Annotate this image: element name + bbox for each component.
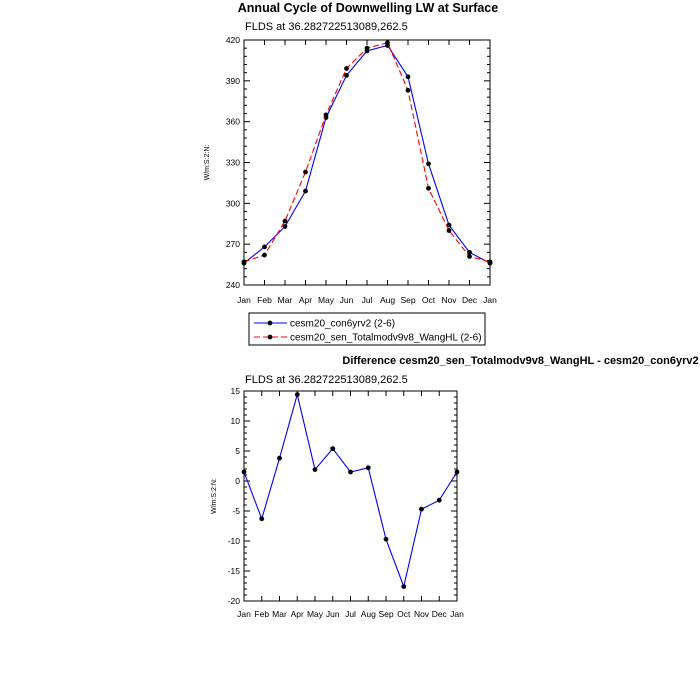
series-1-point [406,88,411,93]
x-tick-label: Jan [237,609,251,619]
x-tick-label: Dec [461,295,478,305]
series-line-0 [244,45,490,263]
series-0-point [348,470,353,475]
y-tick-label: 300 [225,198,240,209]
x-tick-label: Dec [431,609,447,619]
y-tick-label: 270 [225,239,240,250]
series-1-point [426,186,431,191]
plot-frame [244,391,457,601]
series-0-point [242,470,247,475]
y-tick-label: 5 [235,446,240,456]
y-tick-label: -15 [227,566,240,576]
x-tick-label: Mar [272,609,287,619]
series-0-point [384,537,389,542]
series-1-point [303,170,308,175]
y-axis-label: W/m:S:2:N: [211,478,218,514]
series-0-point [295,392,300,397]
y-tick-label: 420 [225,35,240,45]
series-0-point [401,584,406,589]
series-1-point [385,40,390,45]
series-1-point [242,259,247,264]
y-tick-label: 15 [230,386,240,396]
y-axis-label: W/m:S:2:N: [204,144,211,181]
x-tick-label: Jun [339,295,354,305]
x-tick-label: Apr [290,609,304,619]
x-tick-label: Jul [345,609,356,619]
series-0-point [277,456,282,461]
chart-subtitle-location: FLDS at 36.282722513089,262.5 [245,21,408,33]
series-0-point [366,465,371,470]
y-tick-label: -10 [227,536,240,546]
legend-marker-1 [268,335,273,340]
legend-label-1: cesm20_sen_Totalmodv9v8_WangHL (2-6) [290,332,482,344]
y-tick-label: 360 [225,116,240,127]
series-1-point [447,228,452,233]
x-tick-label: Apr [298,295,313,305]
x-tick-label: Nov [441,295,457,305]
x-tick-label: Nov [413,609,430,619]
series-0-point [303,189,308,194]
series-0-point [259,516,264,521]
series-line-1 [244,43,490,262]
x-tick-label: Jan [450,609,464,619]
chart-subtitle-location-diff: FLDS at 36.282722513089,262.5 [245,374,408,386]
series-0-point [419,507,424,512]
y-tick-label: 10 [230,416,240,426]
y-tick-label: -5 [232,506,240,516]
series-1-point [262,253,267,258]
legend-marker-0 [268,321,273,326]
x-tick-label: Aug [360,609,376,619]
series-0-point [330,446,335,451]
y-tick-label: 330 [225,157,240,168]
series-0-point [455,470,460,475]
series-1-point [467,254,472,259]
x-tick-label: Jan [483,295,497,305]
x-tick-label: Feb [254,609,270,619]
series-line-0 [244,395,457,587]
x-tick-label: Jul [361,295,373,305]
x-tick-label: Sep [400,295,416,305]
series-0-point [406,74,411,79]
series-1-point [488,259,493,264]
x-tick-label: Jun [325,609,340,619]
x-tick-label: Feb [257,295,272,305]
series-1-point [324,112,329,117]
plot-frame [244,40,490,285]
legend-label-0: cesm20_con6yrv2 (2-6) [290,318,396,330]
y-tick-label: 390 [225,75,240,86]
y-tick-label: 0 [235,476,240,486]
y-tick-label: 240 [225,280,240,290]
x-tick-label: Jan [237,295,251,305]
y-tick-label: -20 [227,596,240,606]
x-tick-label: Oct [421,295,436,305]
x-tick-label: May [306,609,324,619]
chart-title-annual-cycle: Annual Cycle of Downwelling LW at Surface [237,1,499,15]
series-0-point [262,244,267,249]
series-1-point [365,46,370,51]
x-tick-label: May [317,295,335,305]
series-0-point [313,467,318,472]
series-0-point [426,161,431,166]
series-1-point [344,66,349,71]
x-tick-label: Mar [277,295,293,305]
x-tick-label: Sep [378,609,394,619]
x-tick-label: Oct [397,609,411,619]
x-tick-label: Aug [379,295,396,305]
series-0-point [437,498,442,503]
chart-title-difference: Difference cesm20_sen_Totalmodv9v8_WangHL - cesm20_con6yrv2 [342,355,699,367]
series-1-point [283,219,288,224]
